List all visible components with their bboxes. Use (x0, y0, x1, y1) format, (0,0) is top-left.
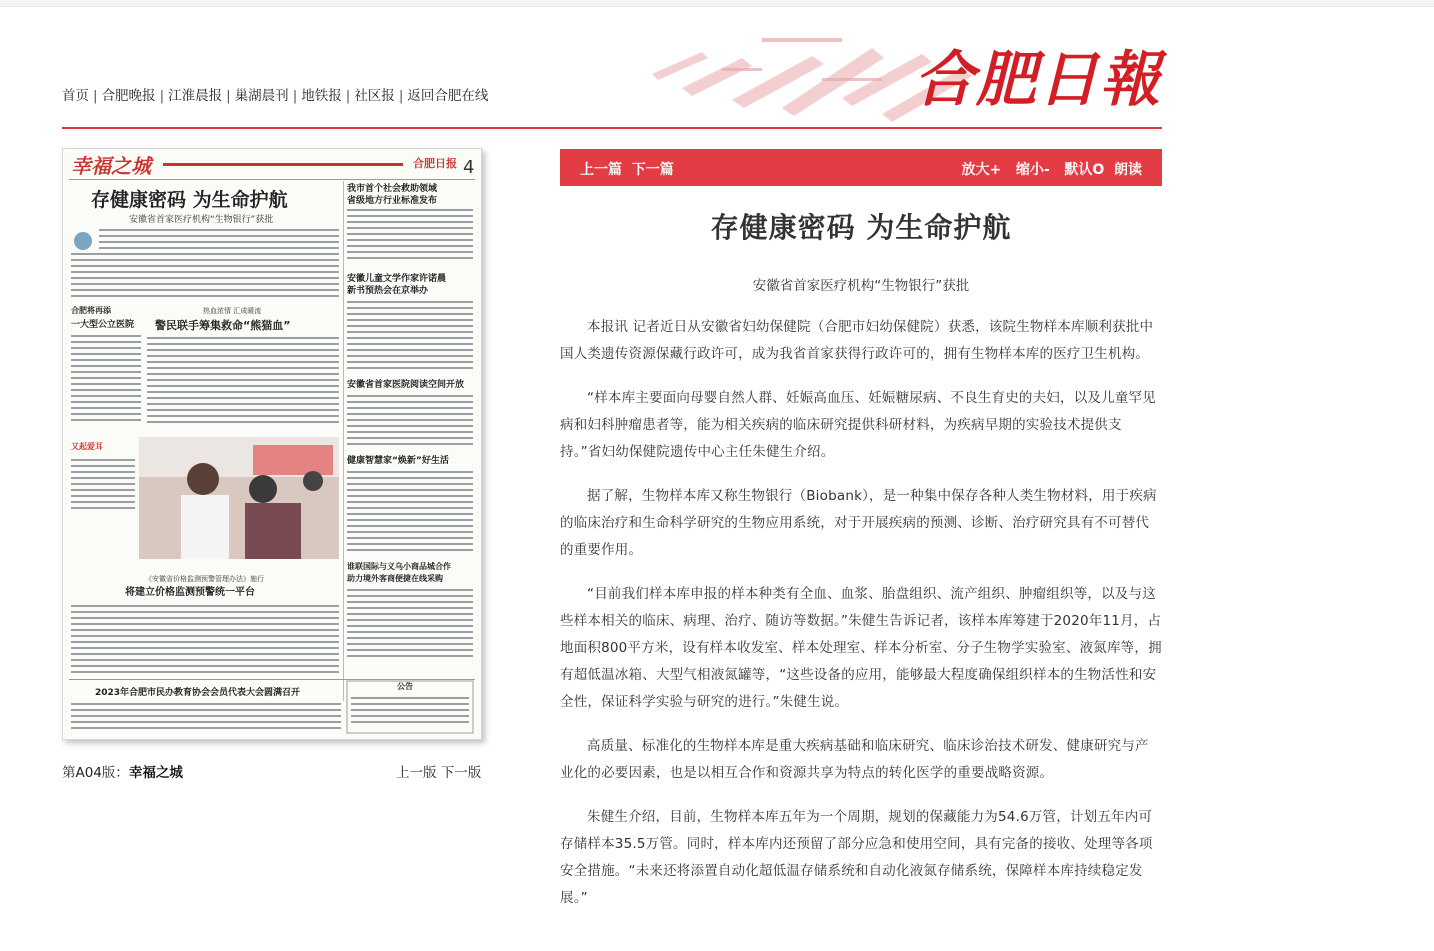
paper-col-head-5: 安徽省首家医院阅读空间开放 (347, 380, 465, 390)
paper-col-head-1a: 我市首个社会救助领域 (347, 184, 438, 194)
edition-nav (396, 761, 481, 781)
header-divider (62, 127, 1162, 129)
nav-separator: | (93, 88, 98, 104)
paper-col-head-1b: 省级地方行业标准发布 (347, 196, 438, 206)
paper-headline: 存健康密码 为生命护航 (91, 189, 288, 211)
paper-col-head-3a: 热血浓情 汇成暖流 (203, 307, 262, 315)
edition-label (62, 761, 183, 781)
read-aloud-button[interactable]: 朗读 (1114, 162, 1142, 178)
hefei-daily-logo: 合肥日報 (914, 45, 1162, 115)
article-toolbar (560, 149, 1162, 186)
article-paragraph: “样本库主要面向母婴自然人群、妊娠高血压、妊娠糖尿病、不良生育史的夫妇，以及儿童罕见病和妇科肿瘤患者等，能为相关疾病的临床研究提供科研材料，为疾病早期的实验技术提供支持。”省妇幼保健院遗传中心主任朱健生介绍。 (560, 390, 1156, 460)
paper-caption-tag: 又起爱耳 (71, 442, 103, 451)
article-body (560, 314, 1162, 912)
paper-col-head-4a: 安徽儿童文学作家许诺晨 (347, 274, 447, 284)
zoom-in-button[interactable]: 放大+ (961, 162, 1002, 178)
default-size-button[interactable]: 默认O (1064, 162, 1105, 178)
nav-separator: | (226, 88, 231, 104)
article-paragraph: 本报讯 记者近日从安徽省妇幼保健院（合肥市妇幼保健院）获悉，该院生物样本库顺利获批中国人类遗传资源保藏行政许可，成为我省首家获得行政许可的，拥有生物样本库的医疗卫生机构。 (560, 319, 1154, 362)
paper-col-head-4b: 新书预热会在京举办 (347, 286, 429, 296)
zoom-out-button[interactable]: 缩小- (1015, 162, 1050, 178)
prev-article-link[interactable]: 上一篇 (580, 162, 622, 178)
nav-separator: | (159, 88, 165, 104)
paper-headline-sub: 安徽省首家医疗机构“生物银行”获批 (129, 215, 274, 225)
article-paragraph: 据了解，生物样本库又称生物银行（Biobank），是一种集中保存各种人类生物材料，用于疾病的临床治疗和生命科学研究的生物应用系统，对于开展疾病的预测、诊断、治疗研究具有不可替代的重要作用。 (560, 488, 1157, 558)
nav-community[interactable]: 社区报 (354, 88, 395, 104)
nav-hefei-evening[interactable]: 合肥晚报 (101, 88, 156, 104)
nav-back-hefei-online[interactable]: 返回合肥在线 (407, 88, 489, 104)
edition-number: 第A04版： (62, 765, 129, 781)
site-header (62, 18, 1162, 128)
article-paragraph: 朱健生介绍，目前，生物样本库五年为一个周期，规划的保藏能力为54.6万管，计划五年内可存储样本35.5万管。同时，样本库内还预留了部分应急和使用空间，具有完备的接收、处理等各项安全措施。“未来还将添置自动化超低温存储系统和自动化液氮存储系统，保障样本库持续稳定发展。” (560, 809, 1153, 906)
edition-name[interactable]: 幸福之城 (128, 765, 183, 781)
nav-metro[interactable]: 地铁报 (301, 88, 342, 104)
article-paragraph: 高质量、标准化的生物样本库是重大疾病基础和临床研究、临床诊治技术研发、健康研究与产业化的必要因素，也是以相互合作和资源共享为特点的转化医学的重要战略资源。 (560, 738, 1149, 781)
paper-col-head-2b: 一大型公立医院 (71, 320, 135, 330)
article-title: 存健康密码 为生命护航 (710, 211, 1012, 244)
paper-col-head-8: 将建立价格监测预警统一平台 (125, 587, 255, 598)
paper-col-head-2a: 合肥将再添 (71, 306, 111, 315)
prev-edition-link[interactable]: 上一版 (396, 765, 437, 781)
nav-home[interactable]: 首页 (62, 88, 89, 104)
nav-separator: | (398, 88, 404, 104)
nav-jianghuai-morning[interactable]: 江淮晨报 (168, 88, 223, 104)
top-nav (62, 84, 488, 104)
next-edition-link[interactable]: 下一版 (440, 765, 482, 781)
paper-col-head-6: 健康智慧家“焕新”好生活 (347, 456, 449, 466)
top-strip (0, 0, 1434, 7)
next-article-link[interactable]: 下一篇 (631, 162, 674, 178)
paper-col-head-11: 公告 (397, 682, 413, 691)
paper-col-head-7: 《安徽省价格监测预警管理办法》施行 (145, 575, 264, 583)
paper-col-head-9a: 谁联国际与义乌小商品城合作 (347, 562, 451, 571)
paper-col-head-3b: 警民联手筹集救命“熊猫血” (155, 319, 291, 332)
paper-masthead-logo: 合肥日报 (413, 157, 457, 170)
newspaper-page-image (63, 149, 481, 739)
paper-col-head-10: 2023年合肥市民办教育协会会员代表大会圆满召开 (95, 688, 301, 698)
article-subtitle: 安徽省首家医疗机构“生物银行”获批 (752, 278, 970, 294)
paper-section-title: 幸福之城 (71, 154, 151, 178)
nav-chaohu-morning[interactable]: 巢湖晨刊 (234, 88, 289, 104)
nav-separator: | (292, 88, 298, 104)
nav-separator: | (345, 88, 351, 104)
article (560, 200, 1162, 929)
newspaper-page-thumbnail[interactable] (62, 148, 482, 740)
paper-page-number: 4 (463, 157, 475, 178)
paper-col-head-9b: 助力境外客商便捷在线采购 (347, 574, 443, 583)
article-paragraph: “目前我们样本库申报的样本种类有全血、血浆、胎盘组织、流产组织、肿瘤组织等，以及与这些样本相关的临床、病理、治疗、随访等数据。”朱健生告诉记者，该样本库筹建于2020年11月，占地面积800平方米，设有样本收发室、样本处理室、样本分析室、分子生物学实验室、液氮库等，拥有超低温冰箱、大型气相液氮罐等，“这些设备的应用，能够最大程度确保组织样本的生物活性和安全性，保证科学实验与研究的进行。”朱健生说。 (560, 586, 1162, 710)
